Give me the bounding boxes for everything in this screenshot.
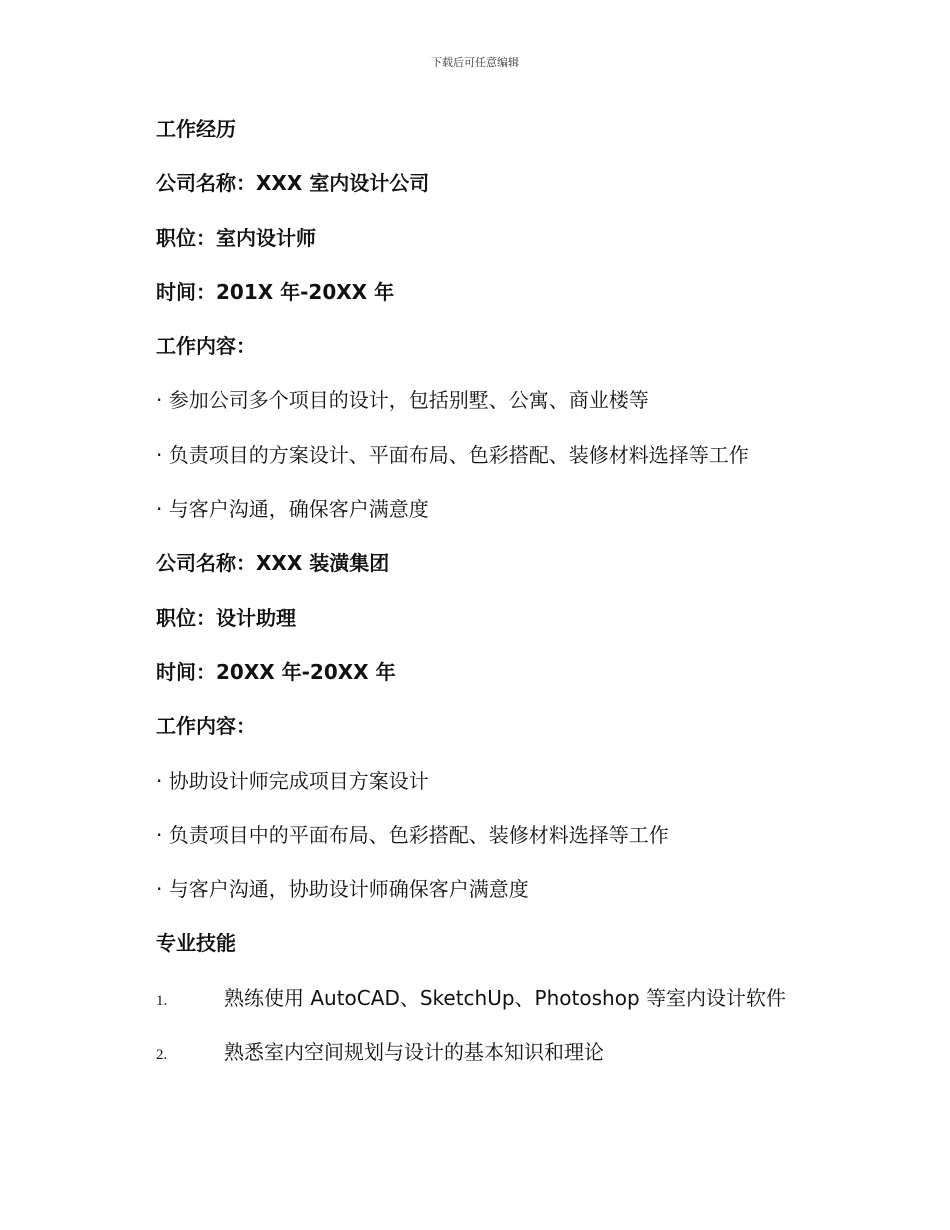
duty-item: · 与客户沟通，确保客户满意度 (156, 497, 429, 522)
skill-item (156, 979, 856, 1033)
skill-item (156, 1033, 856, 1087)
list-number: 1. (156, 992, 168, 1009)
section-heading-work-experience: 工作经历 (156, 117, 236, 141)
page-header-note: 下载后可任意编辑 (431, 56, 519, 69)
skill-text: 熟悉室内空间规划与设计的基本知识和理论 (224, 1040, 604, 1065)
duties-heading-1: 工作内容： (156, 334, 256, 359)
section-heading-skills: 专业技能 (156, 931, 236, 956)
duty-item: · 协助设计师完成项目方案设计 (156, 768, 429, 793)
company-name-1: 公司名称：XXX 室内设计公司 (156, 171, 430, 196)
period-1: 时间：201X 年-20XX 年 (156, 279, 395, 304)
position-2: 职位：设计助理 (156, 605, 296, 630)
duty-item: · 负责项目中的平面布局、色彩搭配、装修材料选择等工作 (156, 822, 669, 847)
duties-heading-2: 工作内容： (156, 714, 256, 739)
company-name-2: 公司名称：XXX 装潢集团 (156, 551, 390, 576)
position-1: 职位：室内设计师 (156, 225, 316, 250)
resume-content (156, 110, 856, 1087)
duty-item: · 负责项目的方案设计、平面布局、色彩搭配、装修材料选择等工作 (156, 442, 749, 467)
skill-text: 熟练使用 AutoCAD、SketchUp、Photoshop 等室内设计软件 (224, 985, 786, 1010)
duty-item: · 参加公司多个项目的设计，包括别墅、公寓、商业楼等 (156, 388, 649, 413)
period-2: 时间：20XX 年-20XX 年 (156, 659, 396, 684)
list-number: 2. (156, 1047, 168, 1064)
duty-item: · 与客户沟通，协助设计师确保客户满意度 (156, 877, 529, 902)
